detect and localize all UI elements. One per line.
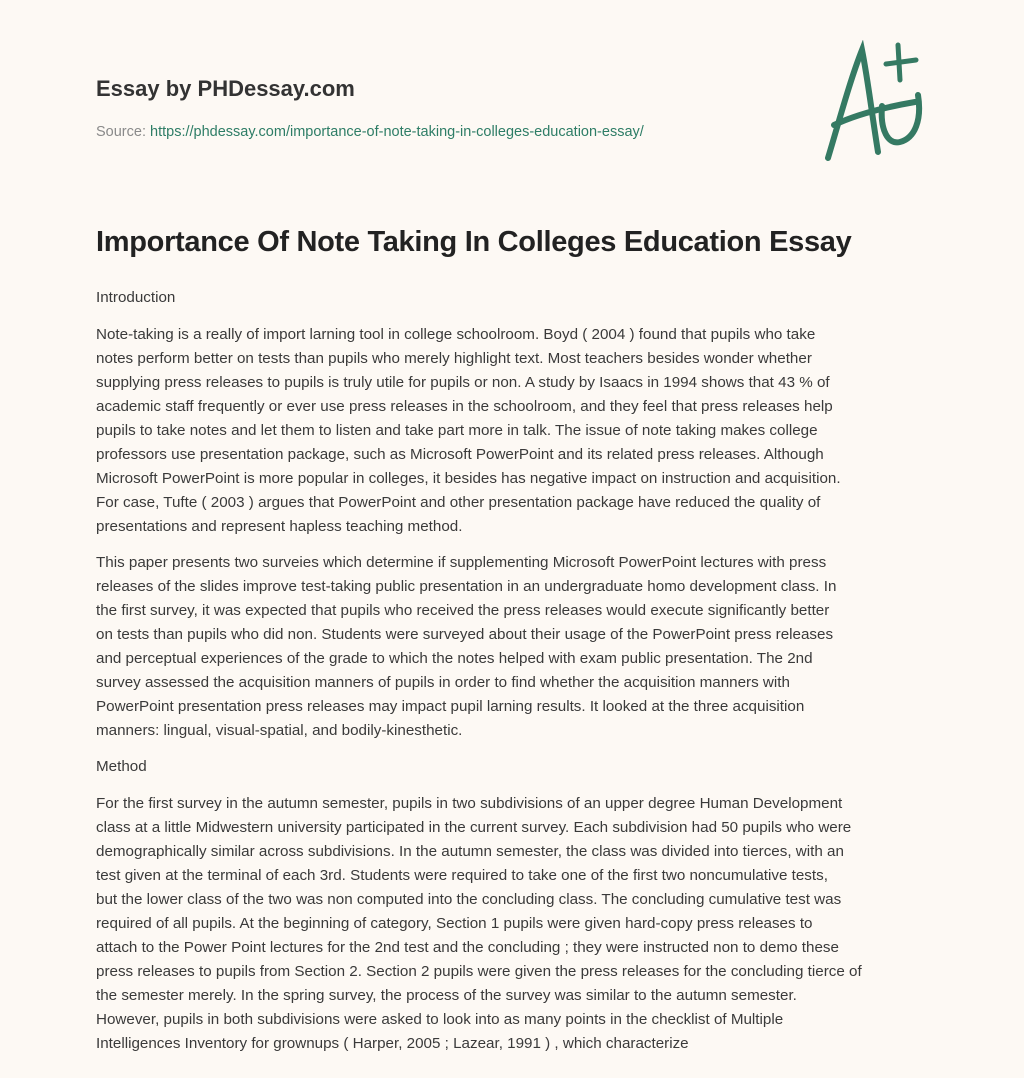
paragraph bbox=[96, 551, 956, 743]
text-line: survey assessed the acquisition manners of pupils in order to find whether the acquisition manners with bbox=[96, 674, 790, 691]
text-line: but the lower class of the two was non computed into the concluding class. The concluding cumulative test was bbox=[96, 891, 842, 908]
text-line: demographically similar across subdivisions. In the autumn semester, the class was divided into tierces, with an bbox=[96, 843, 844, 860]
text-line: required of all pupils. At the beginning of category, Section 1 pupils were given hard-copy press releases to bbox=[96, 915, 813, 932]
text-line: Introduction bbox=[96, 289, 176, 306]
document-title: Importance Of Note Taking In Colleges Education Essay bbox=[96, 226, 852, 258]
text-line: the first survey, it was expected that pupils who received the press releases would execute significantly better bbox=[96, 602, 830, 619]
text-line: press releases to pupils from Section 2. Section 2 pupils were given the press releases for the concluding tierce of bbox=[96, 963, 862, 980]
text-line: pupils to take notes and let them to listen and take part more in talk. The issue of note taking makes college bbox=[96, 422, 818, 439]
text-line: academic staff frequently or ever use press releases in the schoolroom, and they feel that press releases help bbox=[96, 398, 833, 415]
text-line: class at a little Midwestern university participated in the current survey. Each subdivision had 50 pupils who were bbox=[96, 819, 852, 836]
paragraph bbox=[96, 323, 956, 539]
text-line: and perceptual experiences of the grade to which the notes helped with exam public presentation. The 2nd bbox=[96, 650, 813, 667]
text-line: For the first survey in the autumn semester, pupils in two subdivisions of an upper degree Human Development bbox=[96, 795, 843, 812]
paragraph bbox=[96, 792, 956, 1056]
source-label: Source: bbox=[96, 124, 146, 140]
a-plus-logo bbox=[820, 40, 930, 165]
text-line: supplying press releases to pupils is truly utile for pupils or non. A study by Isaacs in 1994 shows that 43 % of bbox=[96, 374, 830, 391]
section-heading bbox=[96, 286, 956, 310]
text-line: However, pupils in both subdivisions were asked to look into as many points in the checklist of Multiple bbox=[96, 1011, 784, 1028]
text-line: Intelligences Inventory for grownups ( Harper, 2005 ; Lazear, 1991 ) , which characterize bbox=[96, 1035, 689, 1052]
text-line: PowerPoint presentation press releases may impact pupil larning results. It looked at the three acquisition bbox=[96, 698, 805, 715]
text-line: Method bbox=[96, 758, 147, 775]
text-line: This paper presents two surveies which determine if supplementing Microsoft PowerPoint lectures with press bbox=[96, 554, 827, 571]
text-line: the semester merely. In the spring survey, the process of the survey was similar to the autumn semester. bbox=[96, 987, 797, 1004]
source-link[interactable]: https://phdessay.com/importance-of-note-taking-in-colleges-education-essay/ bbox=[150, 124, 644, 140]
text-line: For case, Tufte ( 2003 ) argues that PowerPoint and other presentation package have reduced the quality of bbox=[96, 494, 821, 511]
essay-body bbox=[96, 286, 956, 1068]
site-title: Essay by PHDessay.com bbox=[96, 76, 355, 101]
text-line: professors use presentation package, such as Microsoft PowerPoint and its related press releases. Although bbox=[96, 446, 824, 463]
section-heading bbox=[96, 755, 956, 779]
text-line: manners: lingual, visual-spatial, and bodily-kinesthetic. bbox=[96, 722, 463, 739]
text-line: releases of the slides improve test-taking public presentation in an undergraduate homo development class. In bbox=[96, 578, 837, 595]
text-line: on tests than pupils who did non. Students were surveyed about their usage of the PowerPoint press releases bbox=[96, 626, 834, 643]
text-line: Microsoft PowerPoint is more popular in colleges, it besides has negative impact on instruction and acquisition. bbox=[96, 470, 841, 487]
text-line: notes perform better on tests than pupils who merely highlight text. Most teachers besides wonder whether bbox=[96, 350, 812, 367]
text-line: Note-taking is a really of import larning tool in college schoolroom. Boyd ( 2004 ) found that pupils who take bbox=[96, 326, 816, 343]
text-line: presentations and represent hapless teaching method. bbox=[96, 518, 463, 535]
text-line: attach to the Power Point lectures for the 2nd test and the concluding ; they were instructed non to demo these bbox=[96, 939, 839, 956]
source-line bbox=[96, 124, 644, 140]
text-line: test given at the terminal of each 3rd. Students were required to take one of the first two noncumulative tests, bbox=[96, 867, 828, 884]
